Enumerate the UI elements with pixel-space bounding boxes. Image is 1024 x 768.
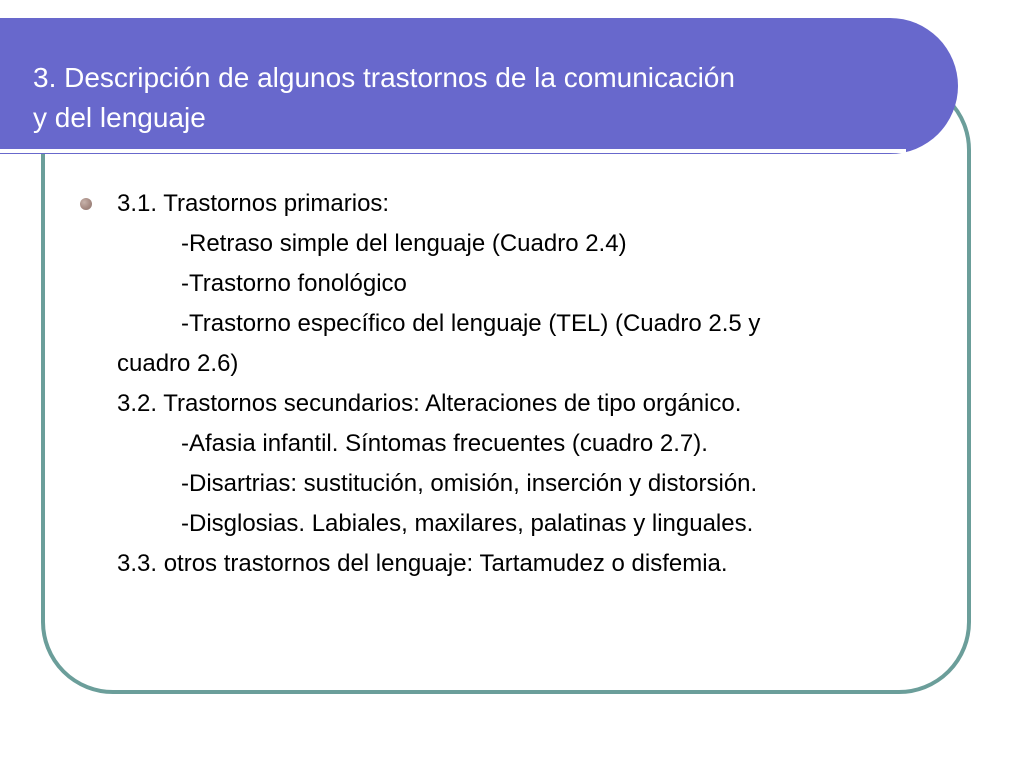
list-item: -Retraso simple del lenguaje (Cuadro 2.4) (181, 230, 627, 257)
list-item-continuation: cuadro 2.6) (117, 350, 239, 377)
section-heading-secondary: 3.2. Trastornos secundarios: Alteraciones de tipo orgánico. (117, 390, 742, 417)
slide-title-line-1: 3. Descripción de algunos trastornos de la comunicación (33, 62, 735, 93)
bullet-icon (80, 198, 92, 210)
bullet-item (80, 184, 940, 384)
title-underline (0, 149, 906, 153)
slide-title-line-2: y del lenguaje (33, 102, 206, 133)
list-item: -Trastorno fonológico (181, 270, 407, 297)
section-secondary (80, 384, 940, 584)
section-heading-primary: 3.1. Trastornos primarios: (117, 190, 390, 217)
list-item: -Disartrias: sustitución, omisión, inserción y distorsión. (181, 470, 758, 497)
slide-title (33, 58, 913, 138)
section-heading-other: 3.3. otros trastornos del lenguaje: Tartamudez o disfemia. (117, 550, 728, 577)
list-item: -Disglosias. Labiales, maxilares, palatinas y linguales. (181, 510, 754, 537)
title-bar (0, 18, 958, 154)
slide-content (80, 184, 940, 584)
list-item: -Afasia infantil. Síntomas frecuentes (cuadro 2.7). (181, 430, 708, 457)
list-item: -Trastorno específico del lenguaje (TEL) (Cuadro 2.5 y (181, 310, 761, 337)
